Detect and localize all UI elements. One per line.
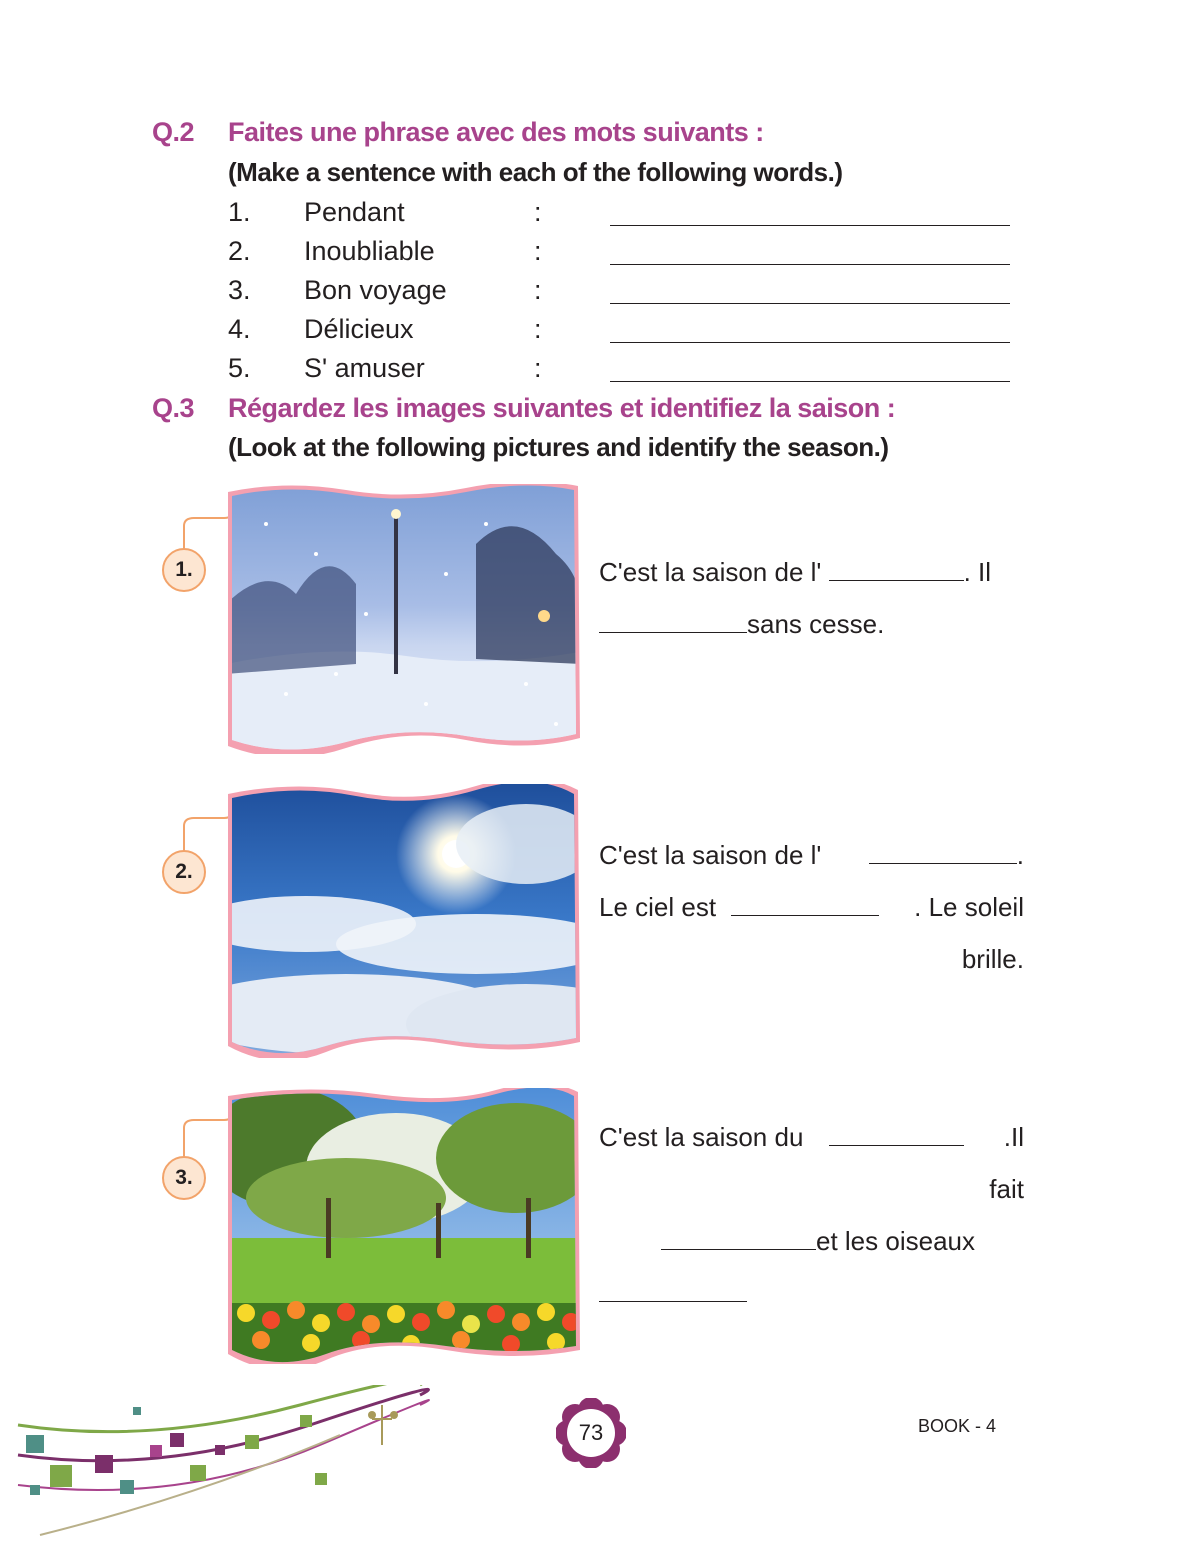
item-number: 5. — [228, 353, 251, 383]
item-number: 2. — [228, 236, 251, 266]
word-row-3 — [228, 275, 1018, 311]
winter-picture — [226, 484, 580, 754]
item-colon: : — [534, 353, 542, 383]
item-colon: : — [534, 197, 542, 227]
item-word: Délicieux — [304, 314, 414, 344]
exercise-badge-3: 3. — [162, 1156, 206, 1200]
answer-blank[interactable] — [829, 556, 964, 581]
item-colon: : — [534, 236, 542, 266]
footer-decoration — [0, 1385, 430, 1555]
page-number: 73 — [578, 1420, 604, 1445]
page-number-badge — [556, 1398, 626, 1468]
q2-subtitle: (Make a sentence with each of the following words.) — [228, 157, 843, 187]
item-colon: : — [534, 275, 542, 305]
answer-line[interactable] — [610, 303, 1010, 304]
sentence-part: .Il fait — [989, 1122, 1024, 1204]
exercise-badge-2: 2. — [162, 850, 206, 894]
sentence-part: C'est la saison de l' — [599, 557, 822, 587]
answer-line[interactable] — [610, 264, 1010, 265]
sentence-part: Le ciel est — [599, 892, 717, 922]
sentence-part: et les oiseaux — [816, 1226, 975, 1256]
q3-number: Q.3 — [152, 393, 195, 423]
item-number: 4. — [228, 314, 251, 344]
sentence-part: C'est la saison du — [599, 1122, 804, 1152]
exercise-text-1 — [599, 546, 1024, 650]
q2-title: Faites une phrase avec des mots suivants : — [228, 117, 764, 147]
item-colon: : — [534, 314, 542, 344]
answer-line[interactable] — [610, 342, 1010, 343]
word-row-1 — [228, 197, 1018, 233]
item-word: Inoubliable — [304, 236, 435, 266]
answer-blank[interactable] — [661, 1225, 816, 1250]
sentence-part: . Le soleil brille. — [914, 892, 1024, 974]
sentence-part: . — [1016, 840, 1024, 870]
q2-number: Q.2 — [152, 117, 195, 147]
answer-line[interactable] — [610, 225, 1010, 226]
item-word: S' amuser — [304, 353, 425, 383]
spring-picture — [226, 1088, 580, 1364]
summer-picture — [226, 784, 580, 1058]
exercise-text-3 — [599, 1111, 1024, 1319]
item-word: Pendant — [304, 197, 405, 227]
answer-blank[interactable] — [599, 608, 747, 633]
answer-blank[interactable] — [869, 839, 1017, 864]
word-row-5 — [228, 353, 1018, 389]
exercise-badge-1: 1. — [162, 548, 206, 592]
answer-blank[interactable] — [731, 891, 879, 916]
item-number: 1. — [228, 197, 251, 227]
word-row-4 — [228, 314, 1018, 350]
answer-blank[interactable] — [829, 1121, 964, 1146]
answer-blank[interactable] — [599, 1277, 747, 1302]
sentence-part: C'est la saison de l' — [599, 840, 822, 870]
sentence-part: . Il — [963, 557, 992, 587]
q3-title: Régardez les images suivantes et identifiez la saison : — [228, 393, 896, 423]
item-number: 3. — [228, 275, 251, 305]
book-label: BOOK - 4 — [918, 1416, 997, 1436]
q3-subtitle: (Look at the following pictures and identify the season.) — [228, 432, 889, 462]
answer-line[interactable] — [610, 381, 1010, 382]
item-word: Bon voyage — [304, 275, 447, 305]
word-row-2 — [228, 236, 1018, 272]
exercise-text-2 — [599, 829, 1024, 985]
sentence-part: sans cesse. — [747, 609, 885, 639]
